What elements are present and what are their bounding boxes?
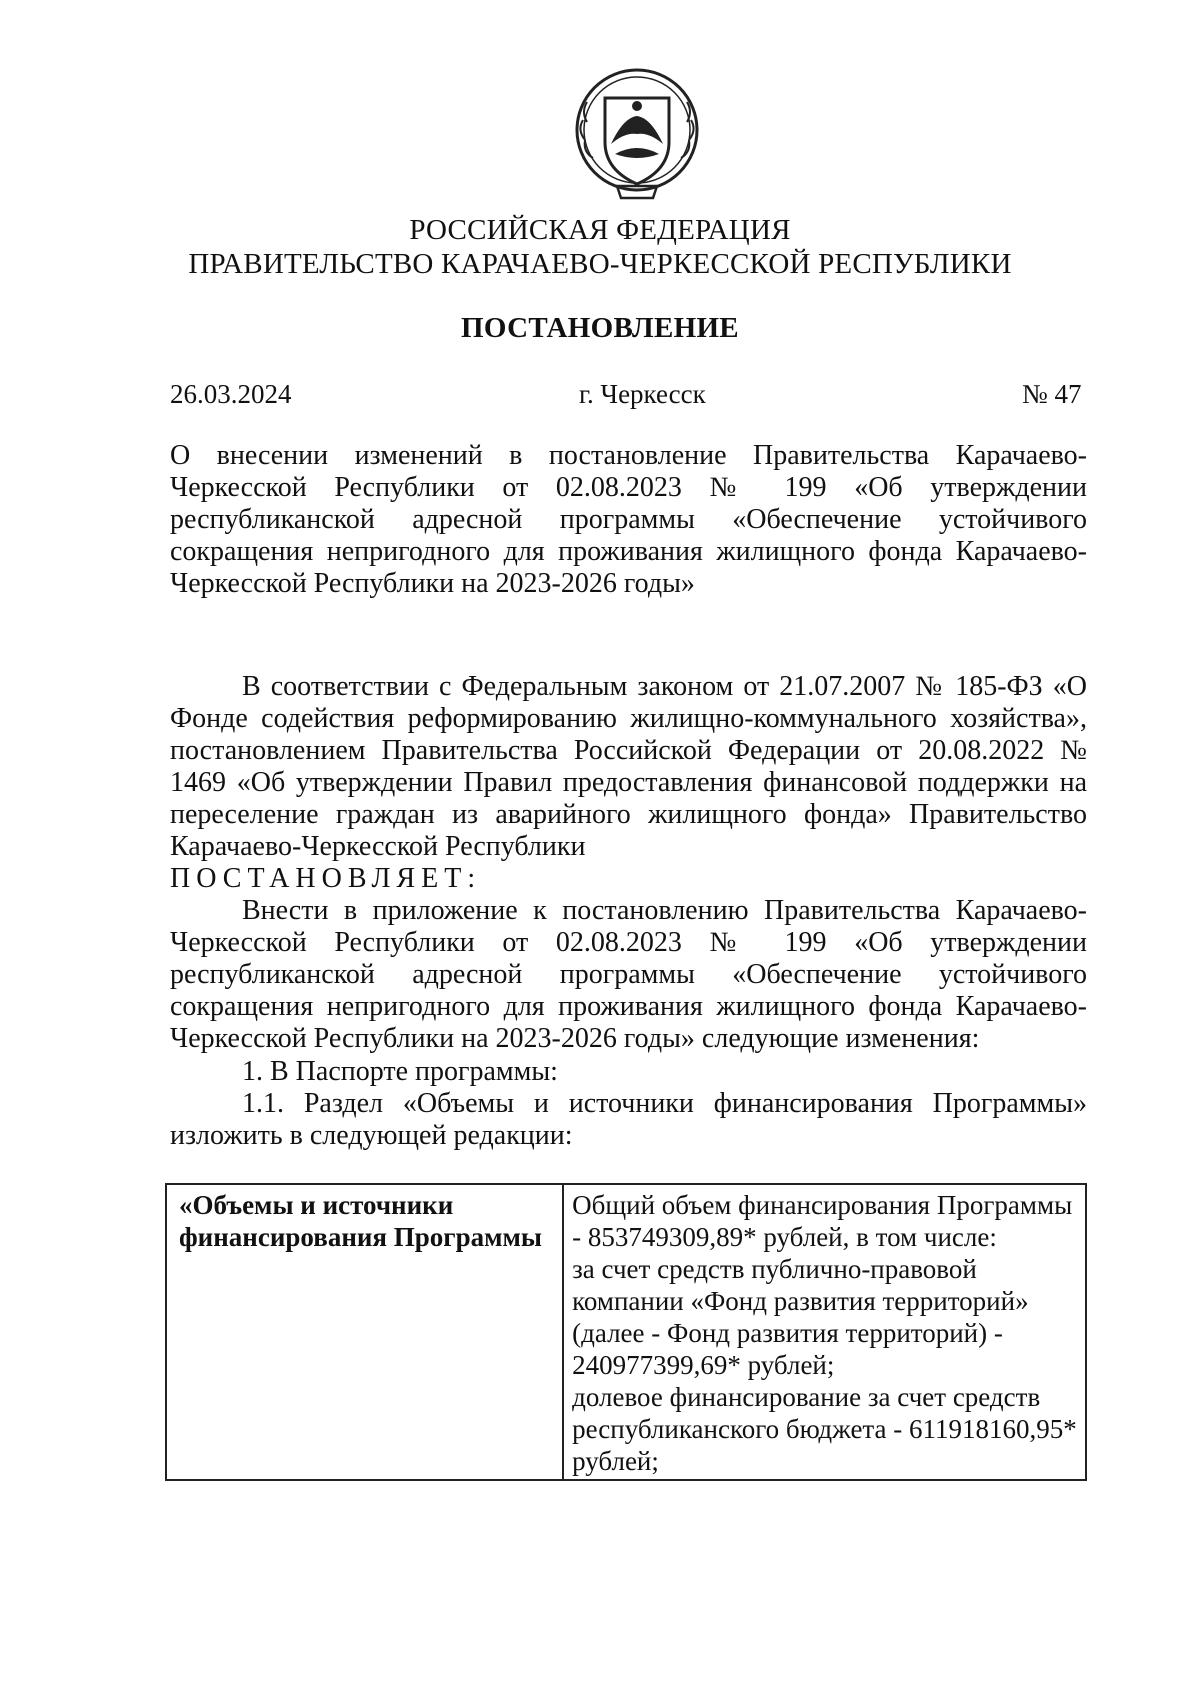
table-row [166, 1184, 1086, 1480]
resolves-heading: ПОСТАНОВЛЯЕТ: [170, 863, 482, 894]
financing-budget: долевое финансирование за счет средств республиканского бюджета - 611918160,95* рублей; [572, 1382, 1077, 1476]
financing-table [165, 1183, 1087, 1481]
financing-value-cell [563, 1184, 1086, 1480]
document-date: 26.03.2024 [170, 379, 292, 409]
financing-fund: за счет средств публично-правовой компании «Фонд развития территорий» (далее - Фонд развития территорий) - 240977399,69* рублей; [572, 1254, 1029, 1380]
preamble-paragraph: В соответствии с Федеральным законом от 21.07.2007 № 185-ФЗ «О Фонде содействия реформированию жилищно-коммунального хозяйства», постановлением Правительства Российской Федерации от 20.08.2022 № 1469 «Об утверждении Правил предоставления финансовой поддержки на переселение граждан из аварийного жилищного фонда» Правительство Карачаево-Черкесской Республики [170, 671, 1087, 862]
item-1-1: 1.1. Раздел «Объемы и источники финансирования Программы» изложить в следующей редакции: [170, 1088, 1087, 1151]
financing-total: Общий объем финансирования Программы - 853749309,89* рублей, в том числе: [572, 1190, 1073, 1252]
document-city: г. Черкесск [579, 379, 706, 409]
item-1: 1. В Паспорте программы: [242, 1056, 558, 1087]
intro-paragraph: Внести в приложение к постановлению Правительства Карачаево-Черкесской Республики от 02.08.2023 № 199 «Об утверждении республиканской адресной программы «Обеспечение устойчивого сокращения непригодного для проживания жилищного фонда Карачаево-Черкесской Республики на 2023-2026 годы» следующие изменения: [170, 895, 1087, 1054]
document-subject: О внесении изменений в постановление Правительства Карачаево-Черкесской Республики от 02.08.2023 № 199 «Об утверждении республиканской адресной программы «Обеспечение устойчивого сокращения непригодного для проживания жилищного фонда Карачаево-Черкесской Республики на 2023-2026 годы» [170, 440, 1087, 599]
document-number: № 47 [1022, 379, 1082, 409]
document-title: ПОСТАНОВЛЕНИЕ [461, 312, 739, 344]
header-government: ПРАВИТЕЛЬСТВО КАРАЧАЕВО-ЧЕРКЕССКОЙ РЕСПУБЛИКИ [188, 248, 1012, 280]
financing-label-cell: «Объемы и источники финансирования Программы [166, 1184, 563, 1480]
coat-of-arms-icon [565, 62, 709, 206]
header-country: РОССИЙСКАЯ ФЕДЕРАЦИЯ [409, 214, 791, 246]
